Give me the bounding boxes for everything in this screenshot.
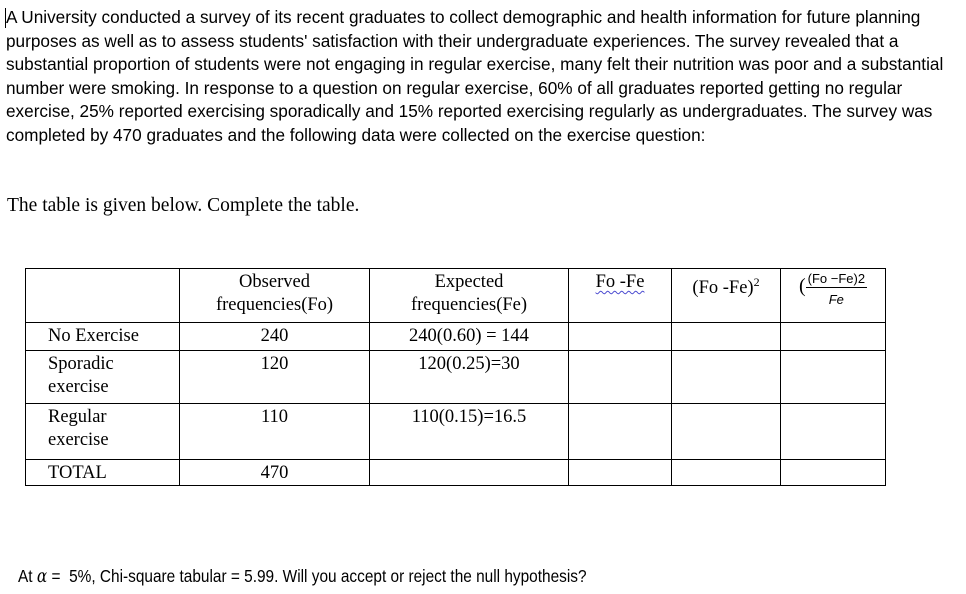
cell-input[interactable] (672, 460, 781, 486)
cell-input[interactable] (781, 351, 886, 404)
question-text: At α = 5%, Chi-square tabular = 5.99. Will you accept or reject the null hypothesis? (18, 566, 587, 587)
cell-input[interactable] (672, 323, 781, 351)
cell-input[interactable] (781, 404, 886, 460)
cell-input[interactable] (672, 351, 781, 404)
chi-square-table (25, 268, 886, 486)
cell-input[interactable] (672, 404, 781, 460)
cell-input[interactable] (781, 323, 886, 351)
header-ratio: ( $\frac{(Fo -Fe)2}{Fe}$ (781, 269, 886, 323)
cell-input[interactable] (781, 460, 886, 486)
cell-input[interactable] (569, 351, 672, 404)
instruction-text: The table is given below. Complete the table. (7, 195, 360, 216)
table-row: Sporadic exercise 120 120(0.25)=30 (26, 351, 886, 404)
cell-input[interactable] (569, 460, 672, 486)
header-expected: Expected frequencies(Fe) (370, 269, 569, 323)
table-row: No Exercise 240 240(0.60) = 144 (26, 323, 886, 351)
total-row: TOTAL 470 (26, 460, 886, 486)
header-row (26, 269, 886, 323)
ratio-fraction: $\frac{(Fo -Fe)2}{Fe}$ (807, 271, 866, 307)
header-difference: Fo -Fe (569, 269, 672, 323)
table-row: Regular exercise 110 110(0.15)=16.5 (26, 404, 886, 460)
cell-input[interactable] (569, 323, 672, 351)
header-squared-difference: (Fo -Fe)$^2$ (672, 269, 781, 323)
header-observed: Observed frequencies(Fo) (180, 269, 370, 323)
cell-input[interactable] (569, 404, 672, 460)
header-empty (26, 269, 180, 323)
problem-text: A University conducted a survey of its recent graduates to collect demographic and health information for future planning purposes as well as to assess students' satisfaction with their undergraduate experiences. The survey revealed that a substantial proportion of students were not engaging in regular exercise, many felt their nutrition was poor and a substantial number were smoking. In response to a question on regular exercise, 60% of all graduates reported getting no regular exercise, 25% reported exercising sporadically and 15% reported exercising regularly as undergraduates. The survey was completed by 470 graduates and the following data were collected on the exercise question: (6, 7, 944, 145)
cell-input[interactable] (370, 460, 569, 486)
